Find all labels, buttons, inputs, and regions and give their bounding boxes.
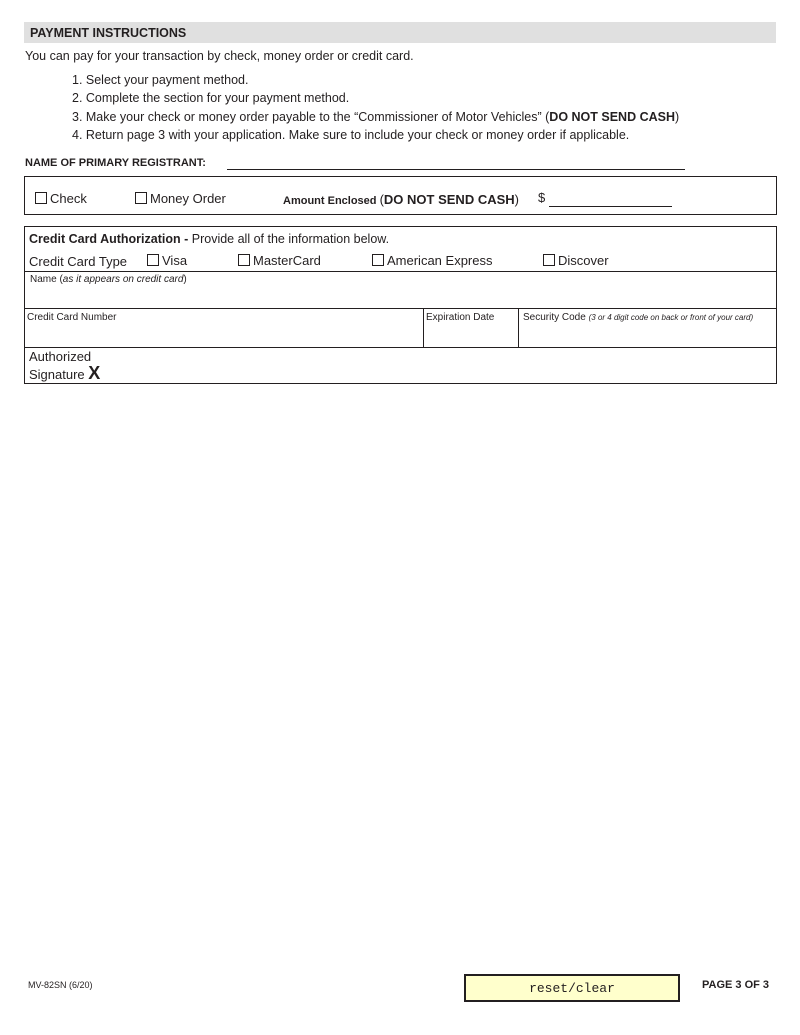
expiration-date-field[interactable]	[424, 309, 518, 347]
step-text: 3. Make your check or money order payable to the “Commissioner of Motor Vehicles” (	[72, 109, 550, 124]
check-label: Check	[50, 191, 87, 206]
step-item: 4. Return page 3 with your application. Make sure to include your check or money order if applicable.	[72, 127, 630, 142]
signature-mark: X	[88, 363, 101, 383]
currency-symbol: $	[538, 190, 546, 205]
reset-clear-button[interactable]: reset/clear	[464, 974, 680, 1002]
step-item	[72, 108, 679, 126]
visa-option[interactable]	[147, 253, 187, 268]
credit-card-title: Credit Card Authorization -	[29, 232, 189, 246]
registrant-name-field[interactable]	[227, 169, 685, 170]
step-item: 2. Complete the section for your payment method.	[72, 91, 350, 106]
cardholder-name-label: Name (as it appears on credit card)	[30, 274, 187, 285]
visa-label: Visa	[162, 253, 188, 268]
name-label-text: Name	[30, 274, 57, 285]
mastercard-option[interactable]	[238, 253, 321, 268]
steps-list	[72, 71, 679, 144]
step-item: 1. Select your payment method.	[72, 73, 249, 87]
visa-checkbox[interactable]	[147, 254, 159, 266]
mastercard-label: MasterCard	[253, 253, 321, 268]
money-order-label: Money Order	[150, 191, 226, 206]
security-code-field[interactable]	[519, 309, 776, 347]
registrant-label: NAME OF PRIMARY REGISTRANT:	[25, 157, 206, 169]
check-option[interactable]	[35, 191, 87, 206]
card-number-field[interactable]	[25, 309, 423, 347]
money-order-option[interactable]	[135, 191, 226, 206]
security-label-text: Security Code	[523, 312, 586, 323]
card-type-label: Credit Card Type	[29, 254, 128, 269]
page-number: PAGE 3 OF 3	[702, 979, 770, 991]
amex-label: American Express	[387, 253, 493, 268]
cardholder-name-field[interactable]	[25, 272, 776, 308]
cash-warning: DO NOT SEND CASH	[549, 109, 675, 124]
name-label-note: as it appears on credit card	[62, 274, 184, 285]
credit-card-box	[24, 226, 777, 384]
expiration-date-label: Expiration Date	[426, 312, 495, 323]
security-note: (3 or 4 digit code on back or front of your card)	[588, 313, 754, 322]
section-title: PAYMENT INSTRUCTIONS	[30, 26, 187, 40]
intro-text: You can pay for your transaction by check, money order or credit card.	[25, 49, 414, 63]
payment-method-box	[24, 176, 777, 215]
amount-open-paren: (	[379, 192, 384, 207]
credit-card-instructions: Provide all of the information below.	[191, 232, 390, 246]
signature-label-line1: Authorized	[29, 349, 92, 364]
check-checkbox[interactable]	[35, 192, 47, 204]
amount-label-text: Amount Enclosed	[283, 195, 377, 207]
signature-field[interactable]	[25, 348, 776, 383]
discover-label: Discover	[558, 253, 609, 268]
amount-close-paren: )	[514, 192, 519, 207]
mastercard-checkbox[interactable]	[238, 254, 250, 266]
card-number-label: Credit Card Number	[27, 312, 117, 323]
amex-checkbox[interactable]	[372, 254, 384, 266]
form-code: MV-82SN (6/20)	[28, 980, 93, 990]
discover-checkbox[interactable]	[543, 254, 555, 266]
signature-label	[29, 349, 100, 383]
security-code-label	[523, 312, 753, 323]
signature-label-line2: Signature X	[29, 363, 101, 383]
credit-card-heading	[29, 232, 389, 246]
amount-enclosed-label	[283, 192, 519, 207]
section-header	[24, 22, 776, 43]
amount-cash-warning: DO NOT SEND CASH	[383, 192, 515, 207]
amount-enclosed-field[interactable]	[549, 206, 672, 207]
amex-option[interactable]	[372, 253, 492, 268]
discover-option[interactable]	[543, 253, 609, 268]
step-text-end: )	[675, 109, 680, 124]
money-order-checkbox[interactable]	[135, 192, 147, 204]
